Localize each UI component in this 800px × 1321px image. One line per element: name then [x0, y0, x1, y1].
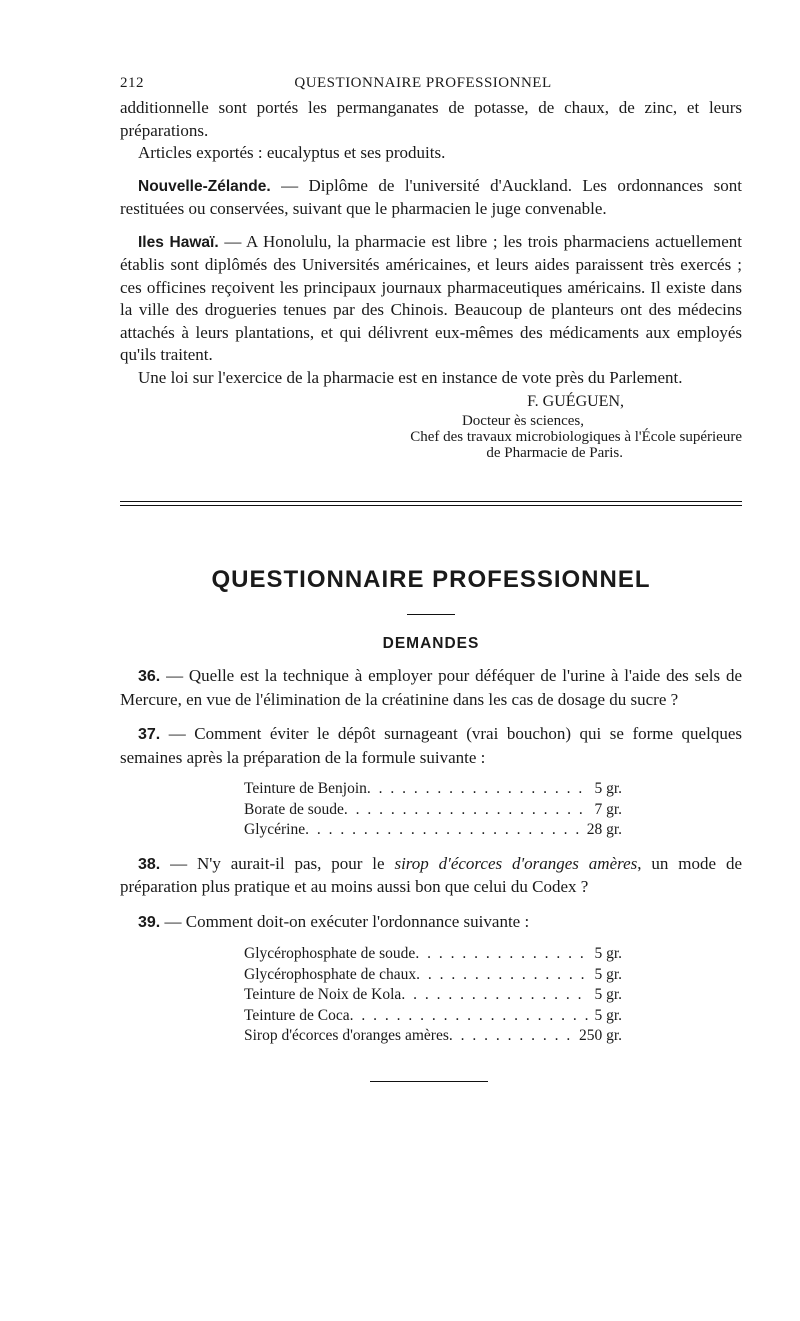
recipe-row	[244, 779, 622, 800]
ingredient-name: Teinture de Coca	[244, 1006, 350, 1024]
ingredient-qty: 5 gr.	[594, 965, 622, 983]
recipe-37	[244, 779, 622, 841]
page	[120, 75, 742, 1082]
question-37-number: 37.	[138, 726, 161, 743]
page-number: 212	[120, 75, 144, 91]
ingredient-name: Sirop d'écorces d'oranges amères	[244, 1027, 449, 1044]
question-36-text: — Quelle est la technique à employer pour déféquer de l'urine à l'aide des sels de Mercure, en vue de l'élimination de la créatinine dans les cas de dosage du sucre ?	[120, 666, 742, 709]
ingredient-name: Glycérine	[244, 821, 306, 838]
signature-title: Docteur ès sciences,	[461, 413, 584, 429]
recipe-row	[244, 1026, 622, 1047]
question-36	[120, 665, 742, 711]
recipe-row	[244, 965, 622, 986]
continuation-paragraph: additionnelle sont portés les permanganates de potasse, de chaux, de zinc, et leurs préparations.	[120, 98, 742, 140]
signature-block	[120, 391, 742, 461]
ingredient-qty: 5 gr.	[594, 945, 622, 962]
question-37	[120, 723, 742, 769]
hawaii-label: Iles Hawaï.	[138, 233, 219, 251]
signature-position: Chef des travaux microbiologiques à l'École supérieure	[410, 429, 742, 445]
running-head	[120, 75, 742, 97]
ingredient-qty: 5 gr.	[594, 986, 622, 1003]
recipe-row	[244, 985, 622, 1006]
ingredient-name: Teinture de Noix de Kola	[244, 986, 402, 1003]
question-36-number: 36.	[138, 668, 161, 685]
leader-dots	[344, 800, 589, 821]
question-38-text-b: , un mode de préparation plus pratique et au moins aussi bon que celui du Codex ?	[120, 853, 742, 896]
recipe-row	[244, 944, 622, 965]
hawaii-law-paragraph: Une loi sur l'exercice de la pharmacie est en instance de vote près du Parlement.	[138, 367, 683, 387]
question-39-text: — Comment doit-on exécuter l'ordonnance suivante :	[160, 911, 530, 931]
leader-dots	[415, 944, 588, 965]
question-39-number: 39.	[138, 913, 161, 931]
question-38	[120, 853, 742, 899]
question-38-number: 38.	[138, 855, 161, 873]
question-37-text: — Comment éviter le dépôt surnageant (vrai bouchon) qui se forme quelques semaines après la préparation de la formule suivante :	[120, 724, 742, 767]
ingredient-qty: 5 gr.	[594, 1006, 622, 1024]
title-rule	[407, 614, 455, 615]
leader-dots	[305, 820, 581, 841]
leader-dots	[367, 779, 589, 800]
ingredient-name: Borate de soude	[244, 800, 344, 818]
leader-dots	[401, 985, 588, 1006]
leader-dots	[449, 1026, 573, 1047]
question-39	[120, 911, 742, 935]
hawaii-paragraph	[120, 231, 742, 367]
question-38-text-a: — N'y aurait-il pas, pour le	[160, 853, 395, 873]
ingredient-qty: 5 gr.	[594, 780, 622, 797]
ingredient-name: Teinture de Benjoin	[244, 780, 367, 797]
recipe-row	[244, 800, 622, 821]
section-divider	[120, 501, 742, 506]
running-title: QUESTIONNAIRE PROFESSIONNEL	[294, 75, 552, 91]
nz-label: Nouvelle-Zélande.	[138, 177, 271, 195]
ingredient-qty: 7 gr.	[594, 800, 622, 818]
question-38-italic: sirop d'écorces d'oranges amères	[394, 853, 638, 873]
nz-paragraph	[120, 175, 742, 221]
signature-institution: de Pharmacie de Paris.	[486, 445, 623, 461]
ingredient-qty: 28 gr.	[586, 821, 622, 838]
ingredient-name: Glycérophosphate de chaux	[244, 965, 417, 983]
end-rule	[370, 1081, 488, 1082]
recipe-row	[244, 1006, 622, 1027]
nz-text: — Diplôme de l'université d'Auckland. Les ordonnances sont restituées ou conservées, suivant que le pharmacien le juge convenable.	[120, 175, 742, 218]
recipe-39	[244, 944, 622, 1047]
section-subtitle: DEMANDES	[382, 635, 480, 652]
leader-dots	[350, 1006, 589, 1027]
section-title: QUESTIONNAIRE PROFESSIONNEL	[211, 566, 651, 593]
exported-articles: Articles exportés : eucalyptus et ses produits.	[138, 143, 446, 162]
ingredient-qty: 250 gr.	[578, 1027, 622, 1044]
leader-dots	[416, 965, 588, 986]
signature-name: F. GUÉGUEN,	[527, 393, 624, 410]
ingredient-name: Glycérophosphate de soude	[244, 945, 416, 962]
recipe-row	[244, 820, 622, 841]
hawaii-text: — A Honolulu, la pharmacie est libre ; les trois pharmaciens actuellement établis sont diplômés des Universités américaines, et leurs aides paraissent très exercés ; ces officines reçoivent les principaux journaux pharmaceutiques américains. Il existe dans la ville des drogueries tenues par des Chinois. Beaucoup de planteurs ont des médecins attachés à leurs plantations, et qui délivrent eux-mêmes des médicaments aux employés qu'ils traitent.	[120, 231, 743, 364]
